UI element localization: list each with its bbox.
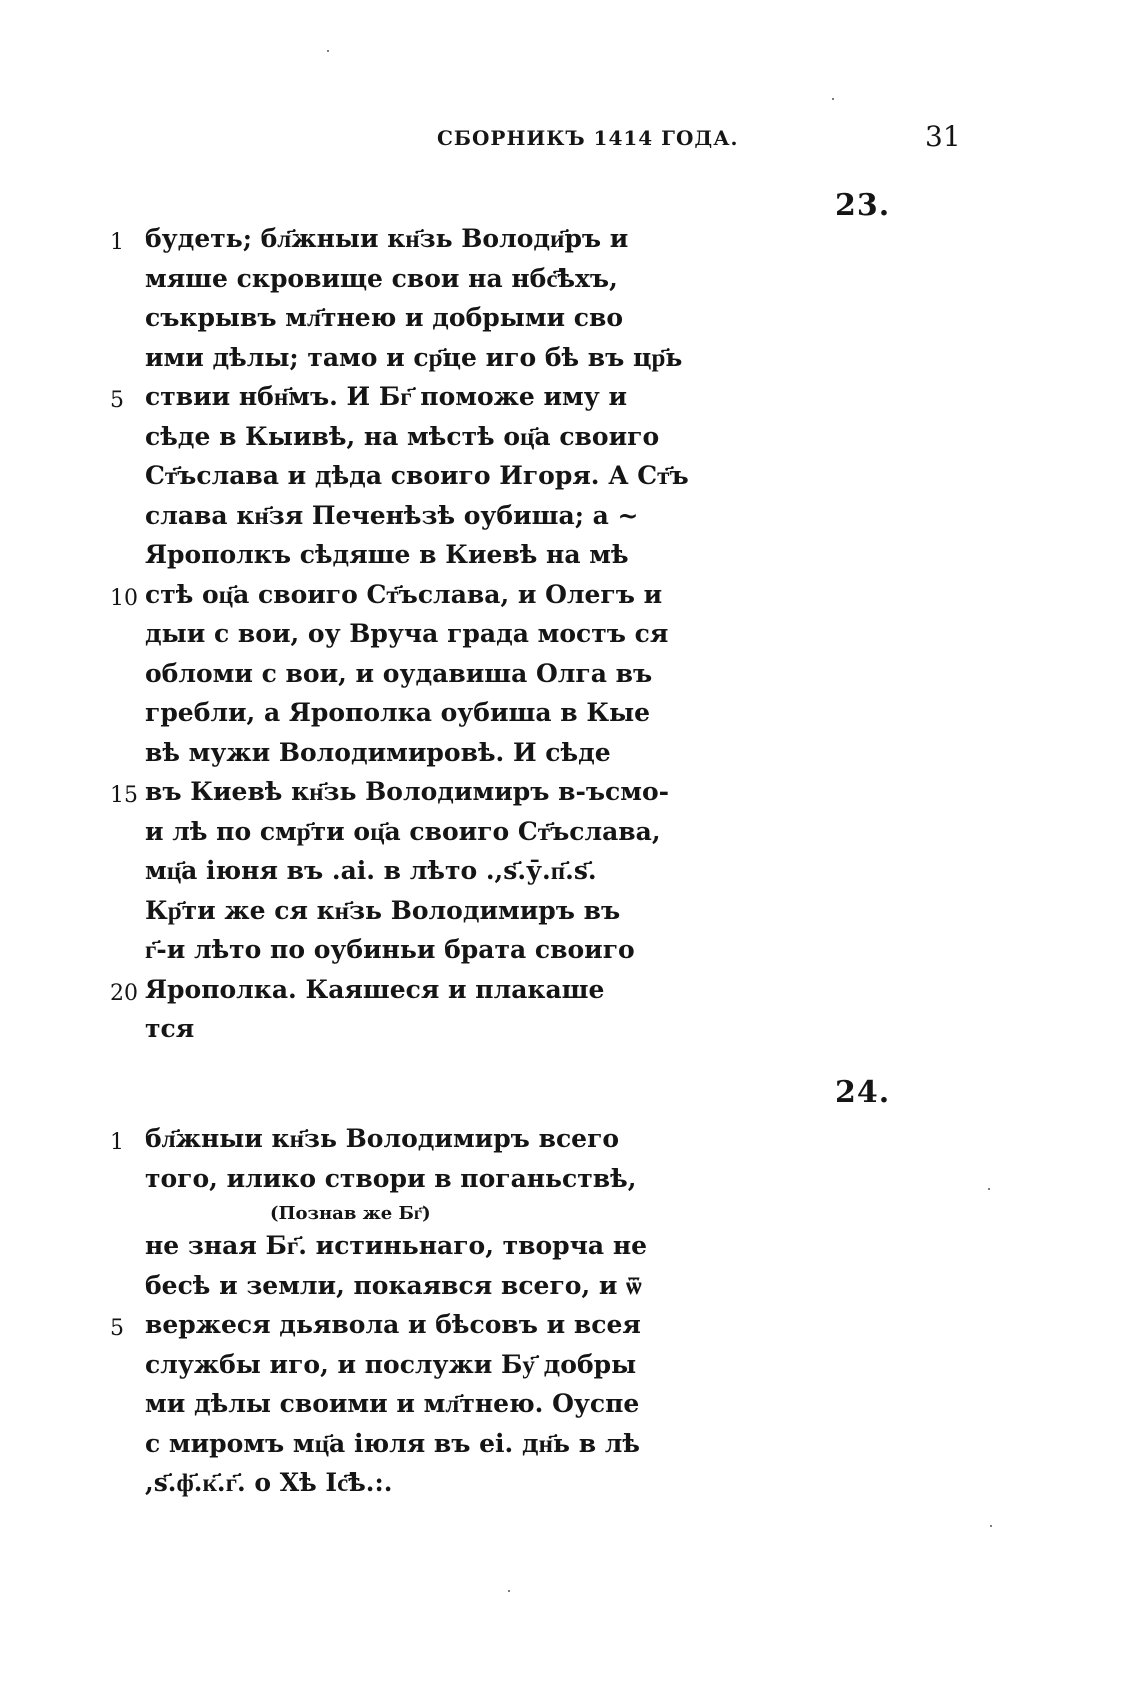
line-text: г҃-и лѣто по оубиньи брата своиго xyxy=(145,935,635,964)
line-number: 5 xyxy=(110,388,124,413)
text-line xyxy=(0,222,1140,262)
text-line xyxy=(0,1229,1140,1269)
section-23-text xyxy=(0,222,1140,1052)
line-text: того, илико створи в поганьствѣ, xyxy=(145,1163,637,1193)
line-number: 5 xyxy=(110,1316,124,1341)
line-number: 20 xyxy=(110,980,138,1006)
text-line xyxy=(0,1269,1140,1309)
text-line xyxy=(0,341,1140,381)
line-text: и лѣ по смр҃ти оц҃а своиго Ст҃ъслава, xyxy=(145,816,661,846)
text-line xyxy=(0,1308,1140,1348)
text-line xyxy=(0,301,1140,341)
line-text: мяше скровище свои на нбс҃ѣхъ, xyxy=(145,263,618,293)
line-text: сѣде в Кыивѣ, на мѣстѣ оц҃а своиго xyxy=(145,421,660,451)
page-number: 31 xyxy=(925,120,961,153)
text-line xyxy=(0,262,1140,302)
line-text: дыи с вои, оу Вруча града мостъ ся xyxy=(145,619,669,648)
text-line xyxy=(0,696,1140,736)
text-line xyxy=(0,380,1140,420)
paper-speck xyxy=(990,1525,992,1527)
line-text: мц҃а іюня въ .ai. в лѣто .,s҃.ӯ.п҃.s҃. xyxy=(145,856,597,885)
text-line xyxy=(0,973,1140,1013)
text-line xyxy=(0,459,1140,499)
line-number: 10 xyxy=(110,585,138,611)
text-line xyxy=(0,657,1140,697)
interlinear-row xyxy=(0,1201,1140,1229)
line-number: 1 xyxy=(110,230,124,255)
text-line xyxy=(0,420,1140,460)
line-text: бесѣ и земли, покаявся всего, и ѿ xyxy=(145,1270,642,1300)
text-line xyxy=(0,1387,1140,1427)
line-text: Ст҃ъслава и дѣда своиго Игоря. А Ст҃ъ xyxy=(145,461,689,490)
section-24-text xyxy=(0,1122,1140,1506)
line-text: вержеся дьявола и бѣсовъ и всея xyxy=(145,1310,641,1339)
paper-speck xyxy=(327,50,329,52)
text-line xyxy=(0,617,1140,657)
text-line xyxy=(0,1348,1140,1388)
line-text: въ Киевѣ кн҃зь Володимиръ в-ъсмо- xyxy=(145,777,670,806)
line-text: ими дѣлы; тамо и ср҃це иго бѣ въ цр҃ь xyxy=(145,342,683,372)
line-text: ствии нбн҃мъ. И Бг҃ поможе иму и xyxy=(145,382,628,411)
line-text: тся xyxy=(145,1014,195,1043)
line-text: Кр҃ти же ся кн҃зь Володимиръ въ xyxy=(145,895,621,925)
line-text: стѣ оц҃а своиго Ст҃ъслава, и Олегъ и xyxy=(145,579,663,609)
page-header xyxy=(0,120,1140,160)
line-text: съкрывъ мл҃тнею и добрыми сво xyxy=(145,303,624,332)
paper-speck xyxy=(988,1188,990,1190)
line-text: слава кн҃зя Печенѣзѣ оубиша; а ~ xyxy=(145,500,639,530)
text-line xyxy=(0,538,1140,578)
line-text: службы иго, и послужи Бу҃ добры xyxy=(145,1349,637,1379)
section-number-23: 23. xyxy=(835,188,891,223)
line-text: ,s҃.ф҃.к҃.г҃. о Хѣ Іс҃ѣ.:. xyxy=(145,1468,393,1497)
text-line xyxy=(0,578,1140,618)
line-text: обломи с вои, и оудавиша Олга въ xyxy=(145,658,653,688)
line-text: вѣ мужи Володимировѣ. И сѣде xyxy=(145,737,611,767)
text-line xyxy=(0,1012,1140,1052)
text-line xyxy=(0,933,1140,973)
running-title: СБОРНИКЪ 1414 ГОДА. xyxy=(437,126,739,150)
line-text: не зная Бг҃. истиньнаго, творча не xyxy=(145,1231,648,1260)
line-number: 15 xyxy=(110,783,138,808)
line-text: ми дѣлы своими и мл҃тнею. Оуспе xyxy=(145,1389,640,1418)
text-line xyxy=(0,1162,1140,1202)
text-line xyxy=(0,815,1140,855)
line-text: бл҃жныи кн҃зь Володимиръ всего xyxy=(145,1124,620,1153)
line-text: Ярополка. Каяшеся и плакаше xyxy=(145,974,605,1004)
text-line xyxy=(0,775,1140,815)
line-text: с миромъ мц҃а іюля въ еі. дн҃ь в лѣ xyxy=(145,1428,640,1458)
text-line xyxy=(0,1427,1140,1467)
line-text: гребли, а Ярополка оубиша в Кые xyxy=(145,698,651,727)
section-number-24: 24. xyxy=(835,1075,891,1110)
paper-speck xyxy=(832,98,834,100)
text-line xyxy=(0,854,1140,894)
text-line xyxy=(0,894,1140,934)
text-line xyxy=(0,1466,1140,1506)
line-number: 1 xyxy=(110,1130,124,1155)
text-line xyxy=(0,1122,1140,1162)
text-line xyxy=(0,499,1140,539)
interlinear-correction: (Познав же Бг҃) xyxy=(270,1203,431,1224)
paper-speck xyxy=(508,1590,510,1592)
line-text: Ярополкъ сѣдяше в Киевѣ на мѣ xyxy=(145,540,629,569)
line-text: будеть; бл҃жныи кн҃зь Володи҃ръ и xyxy=(145,224,629,253)
text-line xyxy=(0,736,1140,776)
